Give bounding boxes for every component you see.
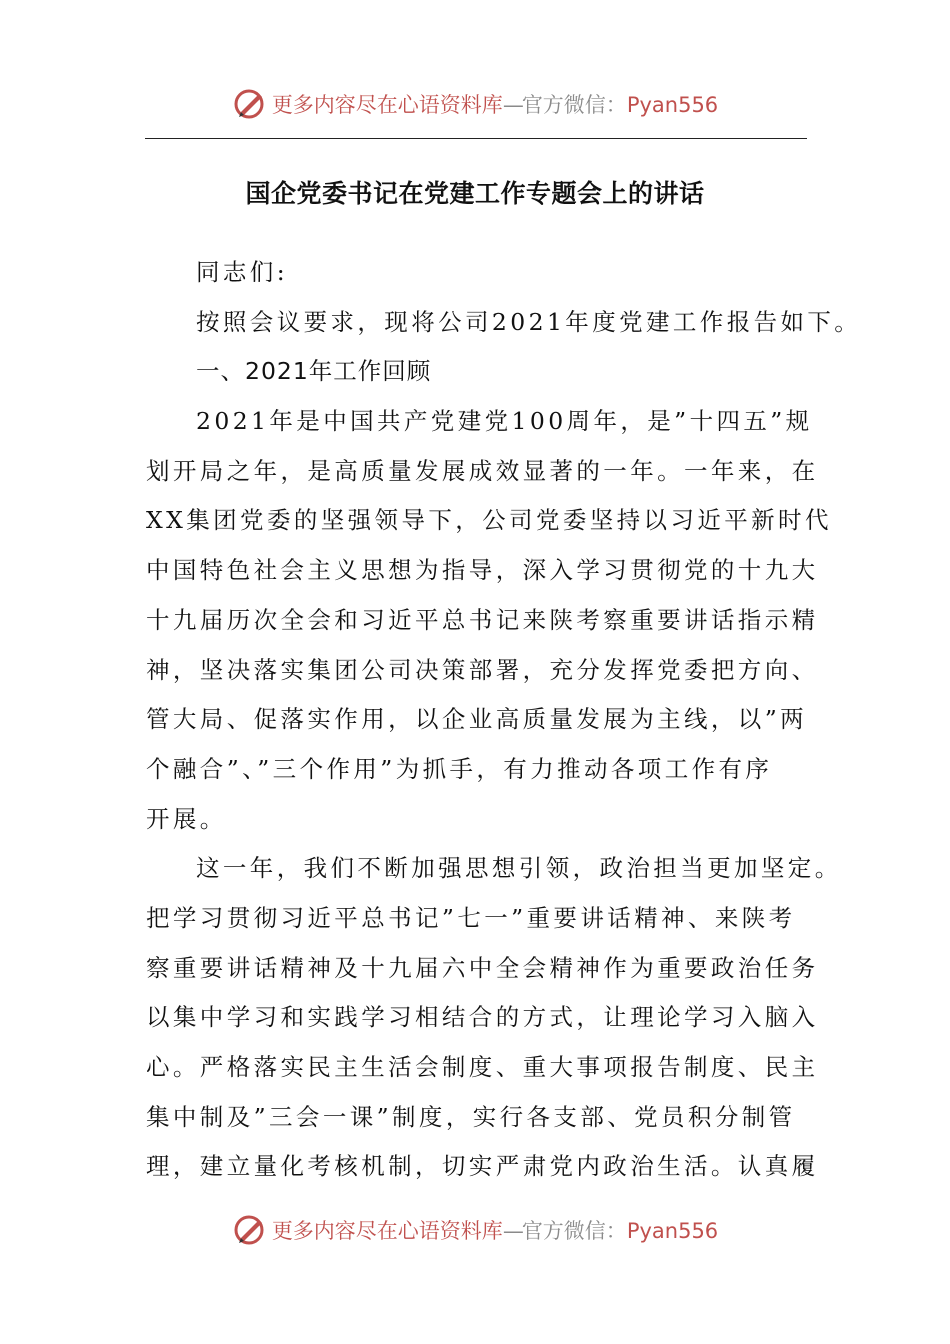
body-line: 开展。 bbox=[146, 804, 227, 833]
watermark-text: 更多内容尽在心语资料库—官方微信：Pyan556 bbox=[271, 93, 719, 117]
header-divider bbox=[145, 138, 807, 139]
pen-logo-icon bbox=[232, 1212, 268, 1248]
document-body bbox=[146, 252, 862, 1196]
body-line: 神，坚决落实集团公司决策部署，充分发挥党委把方向、 bbox=[146, 655, 819, 684]
intro-line: 按照会议要求，现将公司2021年度党建工作报告如下。 bbox=[196, 307, 862, 336]
salutation: 同志们: bbox=[196, 258, 289, 286]
body-line: 划开局之年，是高质量发展成效显著的一年。一年来，在 bbox=[146, 456, 819, 485]
header-watermark bbox=[0, 84, 950, 124]
body-line: 理，建立量化考核机制，切实严肃党内政治生活。认真履 bbox=[146, 1152, 819, 1181]
body-line: 中国特色社会主义思想为指导，深入学习贯彻党的十九大 bbox=[146, 556, 819, 585]
footer-watermark bbox=[0, 1210, 950, 1250]
body-line: 2021年是中国共产党建党100周年，是”十四五”规 bbox=[196, 407, 813, 436]
body-line: 以集中学习和实践学习相结合的方式，让理论学习入脑入 bbox=[146, 1003, 819, 1032]
body-line: 心。严格落实民主生活会制度、重大事项报告制度、民主 bbox=[146, 1053, 819, 1081]
watermark-text: 更多内容尽在心语资料库—官方微信：Pyan556 bbox=[271, 1219, 719, 1243]
body-line: 把学习贯彻习近平总书记”七一”重要讲话精神、来陕考 bbox=[146, 903, 796, 932]
body-line: 这一年，我们不断加强思想引领，政治担当更加坚定。 bbox=[196, 854, 842, 883]
pen-logo-icon bbox=[232, 86, 268, 122]
body-line: 管大局、促落实作用，以企业高质量发展为主线，以”两 bbox=[146, 705, 808, 734]
body-line: 集中制及”三会一课”制度，实行各支部、党员积分制管 bbox=[146, 1102, 796, 1131]
body-line: 十九届历次全会和习近平总书记来陕考察重要讲话指示精 bbox=[146, 605, 819, 634]
document-title: 国企党委书记在党建工作专题会上的讲话 bbox=[245, 179, 705, 208]
body-line: XX集团党委的坚强领导下，公司党委坚持以习近平新时代 bbox=[146, 506, 832, 535]
body-line: 个融合”、”三个作用”为抓手，有力推动各项工作有序 bbox=[146, 754, 773, 783]
body-line: 察重要讲话精神及十九届六中全会精神作为重要政治任务 bbox=[146, 953, 819, 982]
section-heading: 一、2021年工作回顾 bbox=[196, 357, 432, 386]
